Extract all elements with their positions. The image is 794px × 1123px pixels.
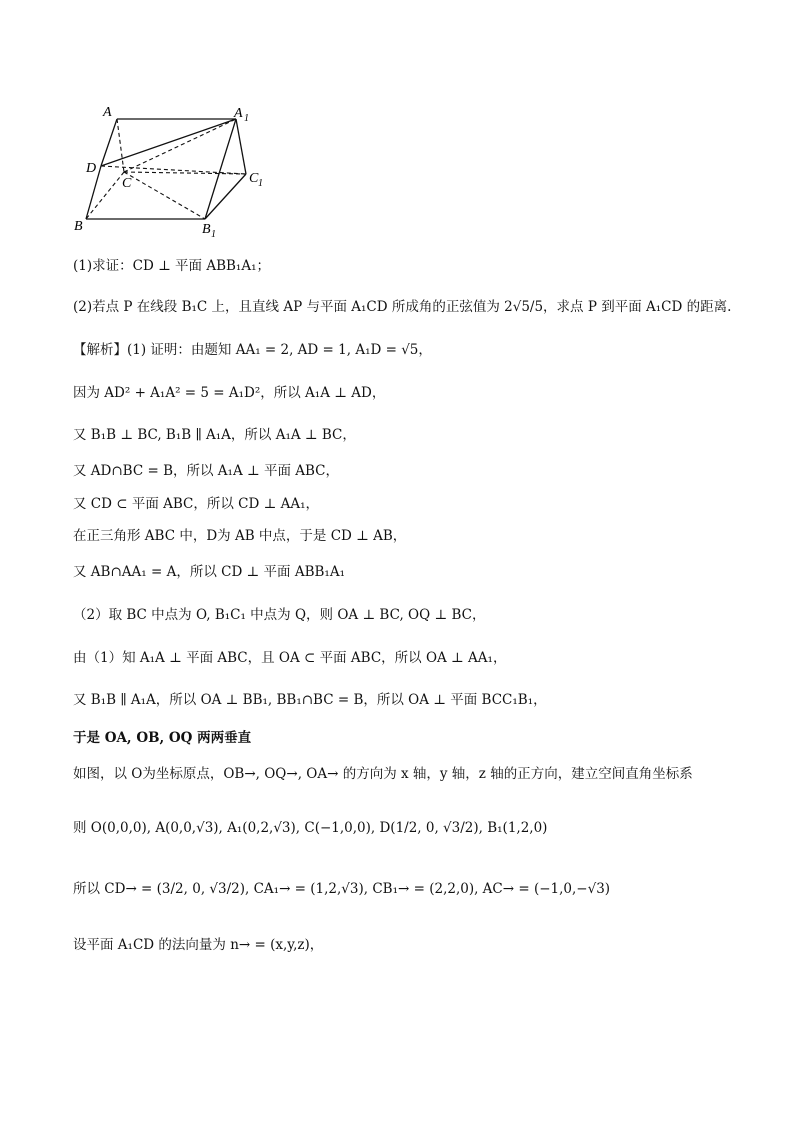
solution-line: 在正三角形 ABC 中，D为 AB 中点，于是 CD ⊥ AB， (73, 528, 407, 544)
solution-line: （2）取 BC 中点为 O, B₁C₁ 中点为 Q，则 OA ⊥ BC, OQ ⊥ BC， (73, 607, 486, 623)
label-B1-sub: 1 (211, 229, 216, 240)
prism-figure (0, 0, 794, 250)
label-B1: B (202, 222, 211, 237)
coordinates-line: 则 O(0,0,0), A(0,0,√3), A₁(0,2,√3), C(−1,0,0), D(1/2, 0, √3/2), B₁(1,2,0) (73, 820, 548, 836)
solution-line: 因为 AD² + A₁A² = 5 = A₁D²，所以 A₁A ⊥ AD， (73, 385, 386, 401)
label-C1: C (249, 171, 259, 186)
solution-line: 如图，以 O为坐标原点，OB→, OQ→, OA→ 的方向为 x 轴，y 轴，z 轴的正方向，建立空间直角坐标系 (73, 766, 693, 782)
label-A1-sub: 1 (244, 113, 249, 124)
label-D: D (86, 161, 97, 176)
edge-C-B (86, 172, 124, 219)
solution-line: 由（1）知 A₁A ⊥ 平面 ABC，且 OA ⊂ 平面 ABC，所以 OA ⊥ AA₁， (73, 650, 507, 666)
edge-A-D (101, 119, 117, 166)
label-A1: A (234, 106, 243, 121)
label-C: C (122, 176, 132, 191)
solution-heading: 【解析】(1) 证明：由题知 AA₁ = 2, AD = 1, A₁D = √5， (73, 342, 432, 358)
vectors-line: 所以 CD→ = (3/2, 0, √3/2), CA₁→ = (1,2,√3), CB₁→ = (2,2,0), AC→ = (−1,0,−√3) (73, 881, 611, 897)
solution-line: 又 B₁B ⊥ BC, B₁B ∥ A₁A，所以 A₁A ⊥ BC， (73, 427, 356, 443)
edge-A1-C1 (236, 119, 246, 174)
edge-C-A1 (124, 119, 236, 172)
solution-line: 于是 OA, OB, OQ 两两垂直 (73, 730, 252, 746)
question-2: (2)若点 P 在线段 B₁C 上，且直线 AP 与平面 A₁CD 所成角的正弦值为 2√5/5，求点 P 到平面 A₁CD 的距离. (73, 299, 732, 315)
label-B: B (74, 219, 83, 234)
normal-vector-line: 设平面 A₁CD 的法向量为 n→ = (x,y,z)， (73, 937, 324, 953)
label-C1-sub: 1 (258, 178, 263, 189)
edge-C1-B1 (205, 174, 246, 219)
solution-line: 又 B₁B ∥ A₁A，所以 OA ⊥ BB₁, BB₁∩BC = B，所以 OA ⊥ 平面 BCC₁B₁， (73, 692, 547, 708)
edge-A-C (117, 119, 124, 172)
edge-D-A1 (101, 119, 236, 166)
edge-C-B1 (124, 172, 205, 219)
question-1: (1)求证：CD ⊥ 平面 ABB₁A₁； (73, 258, 271, 274)
solution-line: 又 AD∩BC = B，所以 A₁A ⊥ 平面 ABC， (73, 463, 340, 479)
label-A: A (103, 105, 112, 120)
solution-line: 又 CD ⊂ 平面 ABC，所以 CD ⊥ AA₁， (73, 496, 320, 512)
solution-line: 又 AB∩AA₁ = A，所以 CD ⊥ 平面 ABB₁A₁ (73, 564, 346, 580)
edge-A1-B1 (205, 119, 236, 219)
